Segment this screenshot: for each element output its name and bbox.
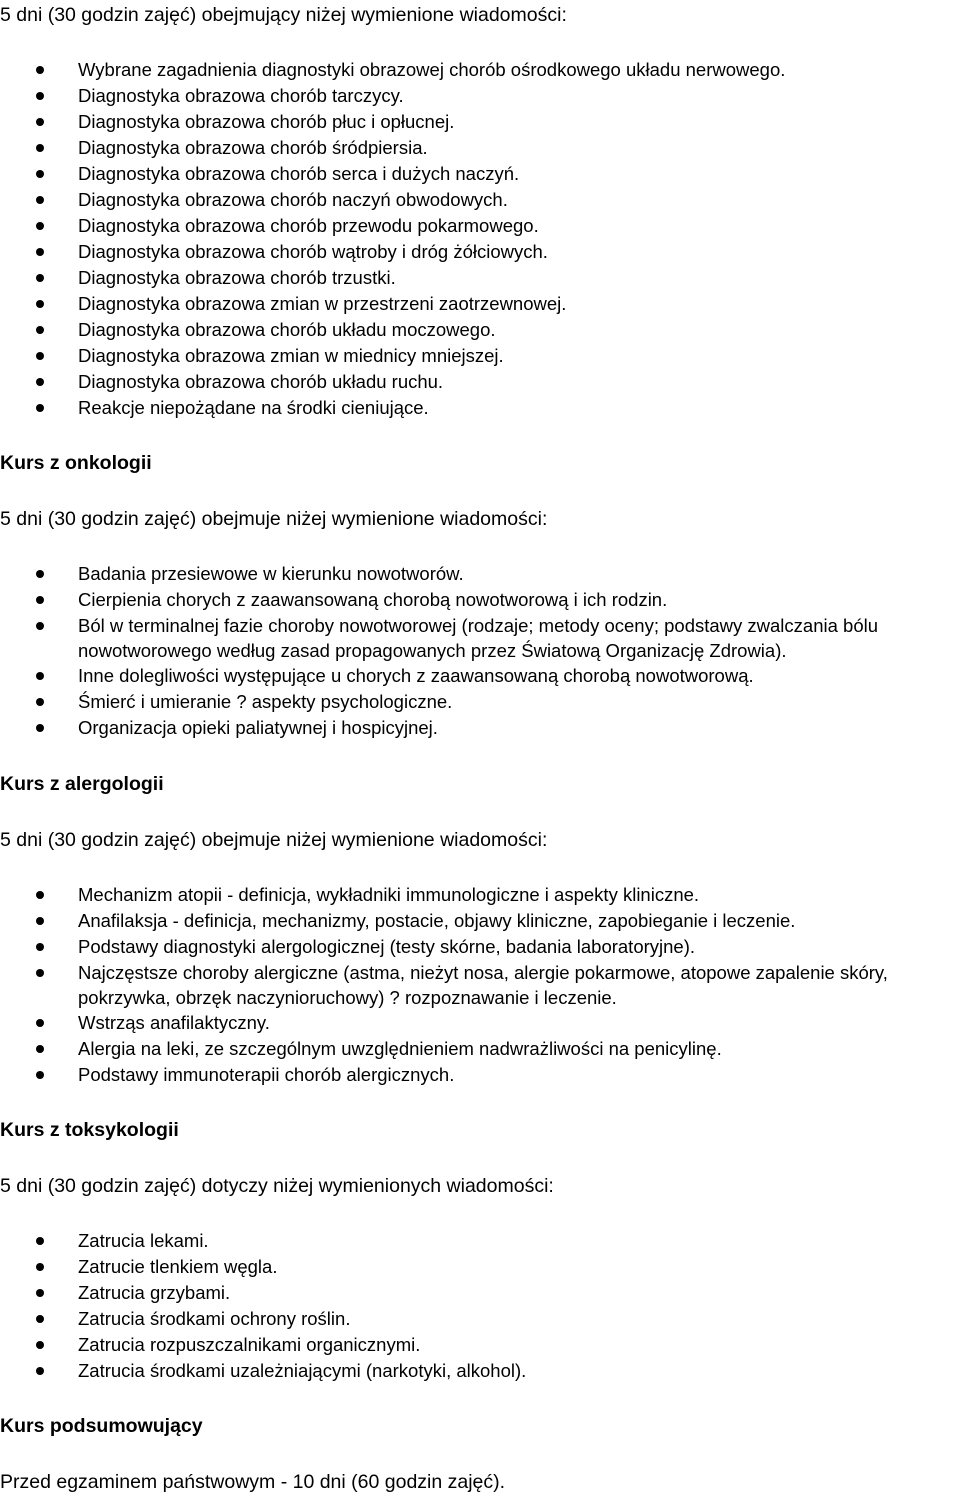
bullet-icon <box>36 66 44 74</box>
list-item: Ból w terminalnej fazie choroby nowotworowej (rodzaje; metody oceny; podstawy zwalczania bólu nowotworowego według zasad propagowanych przez Światową Organizację Zdrowia). <box>0 613 960 663</box>
list-item: Wstrząs anafilaktyczny. <box>0 1010 960 1036</box>
list-item: Diagnostyka obrazowa chorób płuc i opłucnej. <box>0 109 960 135</box>
list-item: Diagnostyka obrazowa zmian w przestrzeni zaotrzewnowej. <box>0 291 960 317</box>
list-item: Diagnostyka obrazowa chorób tarczycy. <box>0 83 960 109</box>
bullet-icon <box>36 378 44 386</box>
list-item: Najczęstsze choroby alergiczne (astma, nieżyt nosa, alergie pokarmowe, atopowe zapalenie skóry, pokrzywka, obrzęk naczynioruchowy) ? rozpoznawanie i leczenie. <box>0 960 960 1010</box>
list-item: Diagnostyka obrazowa chorób przewodu pokarmowego. <box>0 213 960 239</box>
section-intro-alergologia: 5 dni (30 godzin zajęć) obejmuje niżej wymienione wiadomości: <box>0 829 548 851</box>
list-item: Cierpienia chorych z zaawansowaną chorobą nowotworową i ich rodzin. <box>0 587 960 613</box>
list-item: Alergia na leki, ze szczególnym uwzględnieniem nadwrażliwości na penicylinę. <box>0 1036 960 1062</box>
list-item: Inne dolegliwości występujące u chorych z zaawansowaną chorobą nowotworową. <box>0 663 960 689</box>
list-item: Anafilaksja - definicja, mechanizmy, postacie, objawy kliniczne, zapobieganie i leczenie. <box>0 908 960 934</box>
list-item: Śmierć i umieranie ? aspekty psychologiczne. <box>0 689 960 715</box>
list-item: Diagnostyka obrazowa chorób śródpiersia. <box>0 135 960 161</box>
list-item: Podstawy immunoterapii chorób alergicznych. <box>0 1062 960 1088</box>
bullet-icon <box>36 196 44 204</box>
bullet-icon <box>36 1289 44 1297</box>
bullet-icon <box>36 570 44 578</box>
bullet-icon <box>36 1045 44 1053</box>
bullet-icon <box>36 943 44 951</box>
bullet-icon <box>36 698 44 706</box>
bullet-icon <box>36 891 44 899</box>
section-heading-alergologia: Kurs z alergologii <box>0 773 164 795</box>
toksykologia-list <box>0 1228 960 1384</box>
section-intro-toksykologia: 5 dni (30 godzin zajęć) dotyczy niżej wymienionych wiadomości: <box>0 1175 554 1197</box>
list-item: Diagnostyka obrazowa chorób trzustki. <box>0 265 960 291</box>
list-item: Zatrucie tlenkiem węgla. <box>0 1254 960 1280</box>
list-item: Diagnostyka obrazowa chorób serca i dużych naczyń. <box>0 161 960 187</box>
bullet-icon <box>36 1237 44 1245</box>
bullet-icon <box>36 622 44 630</box>
list-item: Wybrane zagadnienia diagnostyki obrazowej chorób ośrodkowego układu nerwowego. <box>0 57 960 83</box>
bullet-icon <box>36 969 44 977</box>
section-heading-onkologia: Kurs z onkologii <box>0 452 152 474</box>
list-item: Podstawy diagnostyki alergologicznej (testy skórne, badania laboratoryjne). <box>0 934 960 960</box>
list-item: Zatrucia lekami. <box>0 1228 960 1254</box>
imaging-topics-list <box>0 57 960 421</box>
list-item: Diagnostyka obrazowa chorób układu moczowego. <box>0 317 960 343</box>
section-intro-podsumowanie: Przed egzaminem państwowym - 10 dni (60 godzin zajęć). <box>0 1471 506 1493</box>
list-item: Diagnostyka obrazowa chorób naczyń obwodowych. <box>0 187 960 213</box>
intro-paragraph: 5 dni (30 godzin zajęć) obejmujący niżej wymienione wiadomości: <box>0 4 567 26</box>
list-item: Diagnostyka obrazowa chorób układu ruchu. <box>0 369 960 395</box>
bullet-icon <box>36 596 44 604</box>
bullet-icon <box>36 274 44 282</box>
list-item: Diagnostyka obrazowa chorób wątroby i dróg żółciowych. <box>0 239 960 265</box>
bullet-icon <box>36 170 44 178</box>
bullet-icon <box>36 248 44 256</box>
list-item: Reakcje niepożądane na środki cieniujące. <box>0 395 960 421</box>
bullet-icon <box>36 404 44 412</box>
onkologia-list <box>0 561 960 741</box>
bullet-icon <box>36 1341 44 1349</box>
list-item: Mechanizm atopii - definicja, wykładniki immunologiczne i aspekty kliniczne. <box>0 882 960 908</box>
section-heading-toksykologia: Kurs z toksykologii <box>0 1119 179 1141</box>
bullet-icon <box>36 1315 44 1323</box>
bullet-icon <box>36 917 44 925</box>
bullet-icon <box>36 1367 44 1375</box>
bullet-icon <box>36 222 44 230</box>
bullet-icon <box>36 144 44 152</box>
list-item: Zatrucia grzybami. <box>0 1280 960 1306</box>
bullet-icon <box>36 352 44 360</box>
alergologia-list <box>0 882 960 1088</box>
list-item: Zatrucia środkami uzależniającymi (narkotyki, alkohol). <box>0 1358 960 1384</box>
section-heading-podsumowanie: Kurs podsumowujący <box>0 1415 203 1437</box>
list-item: Diagnostyka obrazowa zmian w miednicy mniejszej. <box>0 343 960 369</box>
list-item: Organizacja opieki paliatywnej i hospicyjnej. <box>0 715 960 741</box>
bullet-icon <box>36 92 44 100</box>
bullet-icon <box>36 1263 44 1271</box>
bullet-icon <box>36 1019 44 1027</box>
bullet-icon <box>36 724 44 732</box>
bullet-icon <box>36 300 44 308</box>
list-item: Zatrucia środkami ochrony roślin. <box>0 1306 960 1332</box>
bullet-icon <box>36 1071 44 1079</box>
section-intro-onkologia: 5 dni (30 godzin zajęć) obejmuje niżej wymienione wiadomości: <box>0 508 548 530</box>
list-item: Badania przesiewowe w kierunku nowotworów. <box>0 561 960 587</box>
list-item: Zatrucia rozpuszczalnikami organicznymi. <box>0 1332 960 1358</box>
bullet-icon <box>36 118 44 126</box>
bullet-icon <box>36 326 44 334</box>
bullet-icon <box>36 672 44 680</box>
